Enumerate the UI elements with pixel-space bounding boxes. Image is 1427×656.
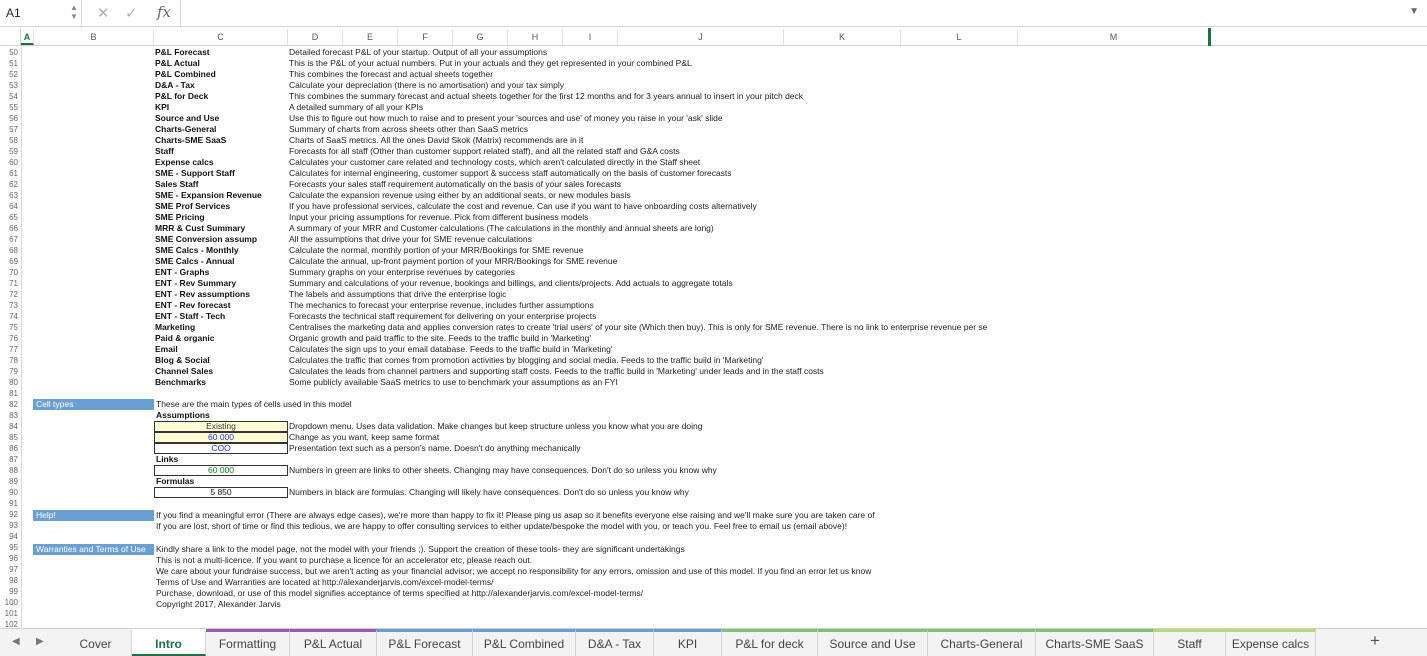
sheet-name-cell: Charts-General — [155, 124, 217, 134]
row-number[interactable]: 95 — [9, 543, 18, 552]
sheet-name-cell: Channel Sales — [155, 366, 214, 376]
row-number[interactable]: 94 — [9, 532, 18, 541]
row-number[interactable]: 100 — [4, 598, 18, 607]
sample-link-cell[interactable]: 60 000 — [154, 465, 288, 476]
sheet-name-cell: SME Conversion assump — [155, 234, 258, 244]
sheet-description-cell: Use this to figure out how much to raise and to present your 'sources and use' of money you raise in your 'ask' slide — [289, 113, 723, 123]
sheet-description-cell: Charts of SaaS metrics. All the ones David Skok (Matrix) recommends are in it — [289, 135, 584, 145]
sheet-name-cell: Paid & organic — [155, 333, 215, 343]
column-header-c[interactable]: C — [154, 29, 288, 45]
frozen-column-marker — [1208, 28, 1211, 46]
sheet-description-cell: A summary of your MRR and Customer calculations (The calculations in the monthly and annual sheets are long) — [289, 223, 714, 233]
scroll-right-icon[interactable]: ▶ — [36, 636, 44, 647]
row-number[interactable]: 58 — [9, 136, 18, 145]
row-number[interactable]: 71 — [9, 279, 18, 288]
select-all-corner[interactable] — [0, 29, 21, 45]
sample-input-cell[interactable]: 60 000 — [154, 432, 288, 443]
sheet-tab[interactable]: Charts-SME SaaS — [1036, 629, 1154, 656]
assumptions-heading: Assumptions — [156, 410, 210, 420]
sheet-tab[interactable]: P&L Actual — [290, 629, 377, 656]
sheet-name-cell: SME Calcs - Monthly — [155, 245, 239, 255]
sheet-description-cell: Calculate your depreciation (there is no amortisation) and your tax simply — [289, 80, 564, 90]
column-header-l[interactable]: L — [901, 29, 1018, 45]
sheet-name-cell: SME Prof Services — [155, 201, 231, 211]
sheet-name-cell: ENT - Rev forecast — [155, 300, 231, 310]
add-sheet-button[interactable]: + — [1370, 631, 1380, 650]
input-description: Change as you want, keep same format — [289, 432, 440, 442]
sheet-tab-bar — [0, 628, 1427, 656]
row-number[interactable]: 89 — [9, 477, 18, 486]
sheet-description-cell: This combines the summary forecast and actual sheets together for the first 12 months and for 3 years annual to insert in your pitch deck — [289, 91, 804, 101]
row-number[interactable]: 70 — [9, 268, 18, 277]
column-header-e[interactable]: E — [343, 29, 398, 45]
sheet-description-cell: The mechanics to forecast your enterprise revenue, includes further assumptions — [289, 300, 594, 310]
sheet-name-cell: Sales Staff — [155, 179, 199, 189]
sheet-description-cell: Calculates your customer care related and technology costs, which aren't calculated directly in the Staff sheet — [289, 157, 701, 167]
sheet-name-cell: P&L for Deck — [155, 91, 209, 101]
row-number[interactable]: 98 — [9, 576, 18, 585]
row-number[interactable]: 54 — [9, 92, 18, 101]
sheet-tab[interactable]: Expense calcs — [1226, 629, 1316, 656]
cell-types-intro: These are the main types of cells used in this model — [156, 399, 352, 409]
sheet-name-cell: ENT - Rev assumptions — [155, 289, 250, 299]
sheet-name-cell: Blog & Social — [155, 355, 210, 365]
column-header-h[interactable]: H — [508, 29, 563, 45]
row-number[interactable]: 63 — [9, 191, 18, 200]
section-label-help: Help! — [33, 510, 154, 521]
sheet-description-cell: Input your pricing assumptions for revenue. Pick from different business models — [289, 212, 589, 222]
sheet-description-cell: Forecasts the technical staff requirement for delivering on your enterprise projects — [289, 311, 597, 321]
sheet-grid[interactable] — [0, 47, 1427, 627]
row-number[interactable]: 52 — [9, 70, 18, 79]
row-number[interactable]: 97 — [9, 565, 18, 574]
link-description: Numbers in green are links to other sheets. Changing may have consequences. Don't do so unless you know why — [289, 465, 717, 475]
row-number[interactable]: 62 — [9, 180, 18, 189]
row-number[interactable]: 61 — [9, 169, 18, 178]
row-number[interactable]: 53 — [9, 81, 18, 90]
sheet-description-cell: Calculates the leads from channel partners and supporting staff costs. Feeds to the traffic build in 'Marketing' under leads and in the staff costs — [289, 366, 824, 376]
row-number[interactable]: 60 — [9, 158, 18, 167]
column-header-g[interactable]: G — [453, 29, 508, 45]
text-description: Presentation text such as a person's name. Doesn't do anything mechanically — [289, 443, 581, 453]
row-number[interactable]: 78 — [9, 356, 18, 365]
sheet-tab[interactable]: Formatting — [206, 629, 290, 656]
sheet-name-cell: SME Calcs - Annual — [155, 256, 235, 266]
row-number[interactable]: 102 — [4, 620, 18, 627]
sheet-name-cell: MRR & Cust Summary — [155, 223, 246, 233]
sheet-name-cell: KPI — [155, 102, 170, 112]
sheet-name-cell: ENT - Rev Summary — [155, 278, 237, 288]
formula-divider — [180, 0, 181, 26]
row-number[interactable]: 82 — [9, 400, 18, 409]
help-line: If you are lost, short of time or find this tedious, we are happy to offer consulting services to either update/bespoke the model with you, or teach you. Feel free to email us (email above)! — [156, 521, 848, 531]
row-number[interactable]: 76 — [9, 334, 18, 343]
row-number[interactable]: 50 — [9, 48, 18, 57]
sheet-description-cell: A detailed summary of all your KPIs — [289, 102, 424, 112]
sheet-name-cell: Benchmarks — [155, 377, 207, 387]
row-number[interactable]: 69 — [9, 257, 18, 266]
sheet-name-cell: SME - Support Staff — [155, 168, 235, 178]
sheet-tab[interactable]: D&A - Tax — [576, 629, 654, 656]
row-number[interactable]: 81 — [9, 389, 18, 398]
column-header-d[interactable]: D — [288, 29, 343, 45]
formula-bar — [0, 0, 1427, 27]
row-number[interactable]: 85 — [9, 433, 18, 442]
row-number[interactable]: 64 — [9, 202, 18, 211]
row-number[interactable]: 66 — [9, 224, 18, 233]
name-box-stepper-icon[interactable]: ▲ ▼ — [70, 3, 78, 21]
row-number[interactable]: 86 — [9, 444, 18, 453]
row-number[interactable]: 79 — [9, 367, 18, 376]
sheet-description-cell: This combines the forecast and actual sheets together — [289, 69, 494, 79]
sheet-tab[interactable]: Staff — [1154, 629, 1226, 656]
row-number[interactable]: 101 — [4, 609, 18, 618]
warranty-line: Purchase, download, or use of this model signifies acceptance of terms specified at http://alexanderjarvis.com/excel-model-terms/ — [156, 588, 644, 598]
row-header-border — [21, 47, 22, 627]
sheet-tab[interactable]: Intro — [132, 629, 206, 656]
row-number[interactable]: 59 — [9, 147, 18, 156]
sheet-name-cell: SME - Expansion Revenue — [155, 190, 262, 200]
sheet-description-cell: Summary and calculations of your revenue, bookings and billings, and clients/projects. Add actuals to aggregate totals — [289, 278, 733, 288]
sheet-description-cell: Calculates for internal engineering, customer support & success staff automatically on the basis of customer forecasts — [289, 168, 732, 178]
sheet-description-cell: Calculate the normal, monthly portion of your MRR/Bookings for SME revenue — [289, 245, 584, 255]
sheet-description-cell: Some publicly available SaaS metrics to use to benchmark your assumptions as an FYI — [289, 377, 618, 387]
row-number[interactable]: 91 — [9, 499, 18, 508]
row-number[interactable]: 72 — [9, 290, 18, 299]
formulas-heading: Formulas — [156, 476, 195, 486]
row-number[interactable]: 55 — [9, 103, 18, 112]
column-header — [0, 29, 1427, 46]
sheet-description-cell: Summary graphs on your enterprise revenues by categories — [289, 267, 515, 277]
confirm-icon[interactable]: ✓ — [125, 5, 138, 22]
sheet-description-cell: Calculate the annual, up-front payment portion of your MRR/Bookings for SME revenue — [289, 256, 618, 266]
sheet-description-cell: Calculate the expansion revenue using either by an additional seats, or new modules basis — [289, 190, 631, 200]
sheet-description-cell: Organic growth and paid traffic to the site. Feeds to the traffic build in 'Marketing' — [289, 333, 592, 343]
row-number[interactable]: 96 — [9, 554, 18, 563]
sheet-description-cell: Centralises the marketing data and applies conversion rates to create 'trial users' of your site (Which then buy). This is only for SME revenue. There is no link to enterprise revenue per se — [289, 322, 988, 332]
row-number[interactable]: 75 — [9, 323, 18, 332]
sample-text-cell[interactable]: COO — [154, 443, 288, 454]
column-header-m[interactable]: M — [1018, 29, 1210, 45]
warranty-line: Terms of Use and Warranties are located at http://alexanderjarvis.com/excel-model-terms/ — [156, 577, 494, 587]
sheet-description-cell: Detailed forecast P&L of your startup. Output of all your assumptions — [289, 47, 548, 57]
sheet-description-cell: Calculates the sign ups to your email database. Feeds to the traffic build in 'Marketing' — [289, 344, 613, 354]
sheet-description-cell: The labels and assumptions that drive the enterprise logic — [289, 289, 507, 299]
sheet-tab[interactable]: P&L Combined — [473, 629, 576, 656]
warranty-line: Copyright 2017, Alexander Jarvis — [156, 599, 281, 609]
sheet-name-cell: Email — [155, 344, 178, 354]
section-label-cell-types: Cell types — [33, 399, 154, 410]
sheet-name-cell: D&A - Tax — [155, 80, 195, 90]
sheet-description-cell: Calculates the traffic that comes from promotion activities by blogging and social media. Feeds to the traffic build in 'Marketing' — [289, 355, 764, 365]
row-number[interactable]: 73 — [9, 301, 18, 310]
row-number[interactable]: 67 — [9, 235, 18, 244]
row-number[interactable]: 68 — [9, 246, 18, 255]
scroll-left-icon[interactable]: ◀ — [12, 636, 20, 647]
sheet-name-cell: P&L Forecast — [155, 47, 210, 57]
sheet-name-cell: Source and Use — [155, 113, 220, 123]
warranty-line: Kindly share a link to the model page, not the model with your friends ;). Support the creation of these tools- they are significant undertakings — [156, 544, 685, 554]
sheet-description-cell: If you have professional services, calculate the cost and revenue. Can use if you want to have onboarding costs alternatively — [289, 201, 757, 211]
sample-formula-cell[interactable]: 5 850 — [154, 487, 288, 498]
sheet-name-cell: P&L Combined — [155, 69, 216, 79]
column-header-k[interactable]: K — [784, 29, 901, 45]
row-number[interactable]: 77 — [9, 345, 18, 354]
row-number[interactable]: 87 — [9, 455, 18, 464]
column-header-b[interactable]: B — [34, 29, 154, 45]
dropdown-description: Dropdown menu. Uses data validation. Make changes but keep structure unless you know what you are doing — [289, 421, 703, 431]
cancel-icon[interactable]: ✕ — [97, 5, 110, 22]
row-number[interactable]: 57 — [9, 125, 18, 134]
row-number[interactable]: 83 — [9, 411, 18, 420]
column-header-j[interactable]: J — [618, 29, 784, 45]
row-number[interactable]: 56 — [9, 114, 18, 123]
sheet-tab[interactable]: P&L Forecast — [377, 629, 473, 656]
sheet-name-cell: ENT - Staff - Tech — [155, 311, 226, 321]
help-line: If you find a meaningful error (There are always edge cases), we're more than happy to fix it! Please ping us asap so it benefits everyone else raising and we'll make sure you are taken care of — [156, 510, 875, 520]
row-number[interactable]: 65 — [9, 213, 18, 222]
sheet-description-cell: Forecasts your sales staff requirement automatically on the basis of your sales forecasts — [289, 179, 621, 189]
row-number[interactable]: 88 — [9, 466, 18, 475]
column-header-a[interactable]: A — [21, 29, 34, 45]
row-number[interactable]: 99 — [9, 587, 18, 596]
row-number[interactable]: 74 — [9, 312, 18, 321]
sheet-description-cell: All the assumptions that drive your for SME revenue calculations — [289, 234, 532, 244]
warranty-line: We care about your fundraise success, but we aren't acting as your financial advisor; we accept no responsibility for any errors, omission and use of this model. If you find an error let us know — [156, 566, 872, 576]
links-heading: Links — [156, 454, 179, 464]
column-header-i[interactable]: I — [563, 29, 618, 45]
warranty-line: This is not a multi-licence. If you want to purchase a licence for an accelerator etc, please reach out. — [156, 555, 533, 565]
sheet-name-cell: Charts-SME SaaS — [155, 135, 227, 145]
sheet-tab[interactable]: Cover — [60, 629, 132, 656]
sheet-description-cell: This is the P&L of your actual numbers. Put in your actuals and they get represented in your combined P&L — [289, 58, 692, 68]
formula-description: Numbers in black are formulas. Changing will likely have consequences. Don't do so unless you know why — [289, 487, 689, 497]
row-number[interactable]: 92 — [9, 510, 18, 519]
function-icon[interactable]: fx — [157, 3, 172, 21]
name-box-value: A1 — [6, 6, 21, 20]
sheet-name-cell: Marketing — [155, 322, 196, 332]
sheet-description-cell: Forecasts for all staff (Other than customer support related staff), and all the related staff and G&A costs — [289, 146, 680, 156]
expand-formula-icon[interactable]: ▼ — [1409, 6, 1419, 17]
row-number[interactable]: 51 — [9, 59, 18, 68]
sheet-tab[interactable]: KPI — [654, 629, 722, 656]
sheet-name-cell: Staff — [155, 146, 174, 156]
row-number[interactable]: 84 — [9, 422, 18, 431]
sheet-tab[interactable]: P&L for deck — [722, 629, 818, 656]
sheet-name-cell: ENT - Graphs — [155, 267, 210, 277]
sheet-name-cell: SME Pricing — [155, 212, 205, 222]
sheet-name-cell: P&L Actual — [155, 58, 200, 68]
column-header-f[interactable]: F — [398, 29, 453, 45]
row-number[interactable]: 80 — [9, 378, 18, 387]
section-label-warranties: Warranties and Terms of Use — [33, 544, 154, 555]
sheet-tab[interactable]: Charts-General — [928, 629, 1036, 656]
sheet-tab[interactable]: Source and Use — [818, 629, 928, 656]
sheet-name-cell: Expense calcs — [155, 157, 214, 167]
sheet-description-cell: Summary of charts from across sheets other than SaaS metrics — [289, 124, 529, 134]
row-number[interactable]: 90 — [9, 488, 18, 497]
row-number[interactable]: 93 — [9, 521, 18, 530]
sample-dropdown-cell[interactable]: Existing — [154, 421, 288, 432]
